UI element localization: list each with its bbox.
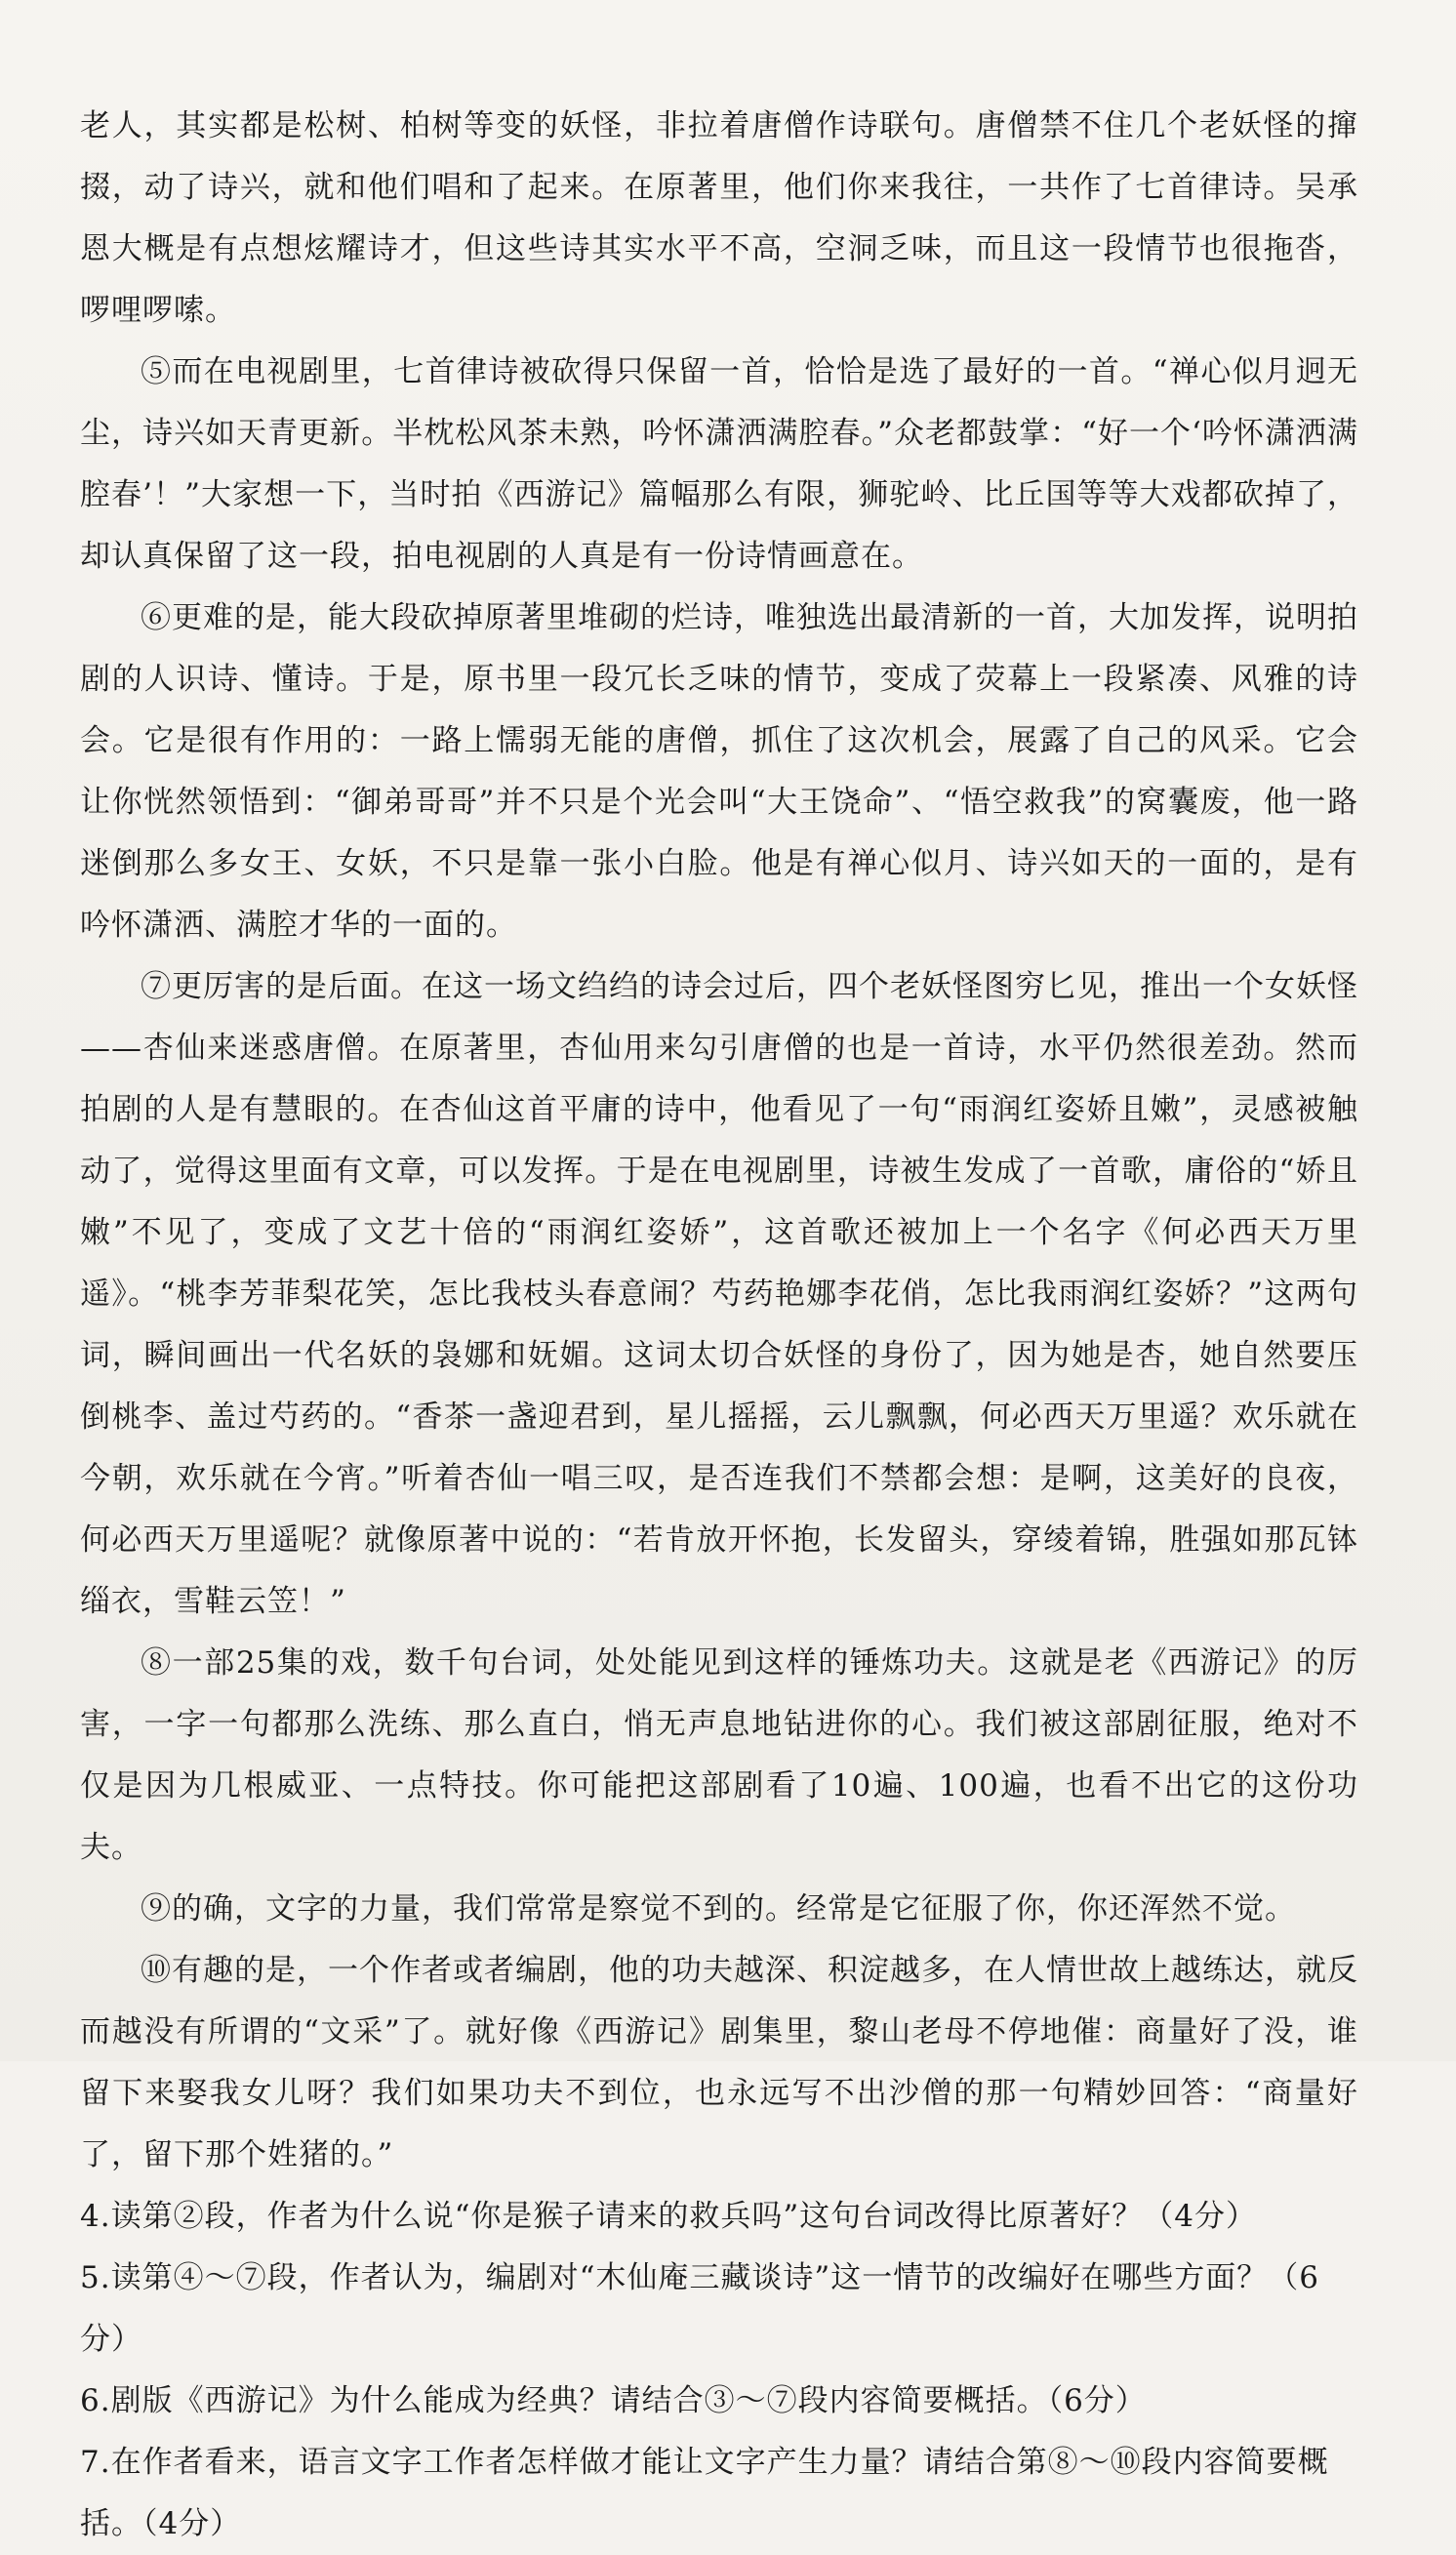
paragraph-8: ⑧一部25集的戏，数千句台词，处处能见到这样的锤炼功夫。这就是老《西游记》的厉害，一字一句都那么洗练、那么直白，悄无声息地钻进你的心。我们被这部剧征服，绝对不仅是因为几根威亚、一点特技。你可能把这部剧看了10遍、100遍，也看不出它的这份功夫。 — [80, 1645, 1358, 1865]
paragraph-10: ⑩有趣的是，一个作者或者编剧，他的功夫越深、积淀越多，在人情世故上越练达，就反而越没有所谓的“文采”了。就好像《西游记》剧集里，黎山老母不停地催：商量好了没，谁留下来娶我女儿呀？我们如果功夫不到位，也永远写不出沙僧的那一句精妙回答：“商量好了，留下那个姓猪的。” — [80, 1953, 1358, 2172]
question-6: 6.剧版《西游记》为什么能成为经典？请结合③～⑦段内容简要概括。（6分） — [80, 2383, 1147, 2418]
paragraph-6: ⑥更难的是，能大段砍掉原著里堆砌的烂诗，唯独选出最清新的一首，大加发挥，说明拍剧的人识诗、懂诗。于是，原书里一段冗长乏味的情节，变成了荧幕上一段紧凑、风雅的诗会。它是很有作用的：一路上懦弱无能的唐僧，抓住了这次机会，展露了自己的风采。它会让你恍然领悟到：“御弟哥哥”并不只是个光会叫“大王饶命”、“悟空救我”的窝囊废，他一路迷倒那么多女王、女妖，不只是靠一张小白脸。他是有禅心似月、诗兴如天的一面的，是有吟怀潇洒、满腔才华的一面的。 — [80, 600, 1358, 943]
question-7: 7.在作者看来，语言文字工作者怎样做才能让文字产生力量？请结合第⑧～⑩段内容简要概括。（4分） — [80, 2445, 1329, 2541]
paragraph-9: ⑨的确，文字的力量，我们常常是察觉不到的。经常是它征服了你，你还浑然不觉。 — [141, 1891, 1296, 1926]
paragraph-5: ⑤而在电视剧里，七首律诗被砍得只保留一首，恰恰是选了最好的一首。“禅心似月迥无尘，诗兴如天青更新。半枕松风茶未熟，吟怀潇洒满腔春。”众老都鼓掌：“好一个‘吟怀潇洒满腔春’！”大家想一下，当时拍《西游记》篇幅那么有限，狮驼岭、比丘国等等大戏都砍掉了，却认真保留了这一段，拍电视剧的人真是有一份诗情画意在。 — [80, 354, 1358, 574]
reading-passage — [80, 96, 1358, 2555]
question-4: 4.读第②段，作者为什么说“你是猴子请来的救兵吗”这句台词改得比原著好？（4分） — [80, 2199, 1257, 2234]
question-list — [80, 2186, 1358, 2555]
question-5: 5.读第④～⑦段，作者认为，编剧对“木仙庵三藏谈诗”这一情节的改编好在哪些方面？（6分） — [80, 2260, 1319, 2357]
paragraph-4-continued: 老人，其实都是松树、柏树等变的妖怪，非拉着唐僧作诗联句。唐僧禁不住几个老妖怪的撺掇，动了诗兴，就和他们唱和了起来。在原著里，他们你来我往，一共作了七首律诗。吴承恩大概是有点想炫耀诗才，但这些诗其实水平不高，空洞乏味，而且这一段情节也很拖沓，啰哩啰嗦。 — [80, 108, 1358, 328]
paragraph-7: ⑦更厉害的是后面。在这一场文绉绉的诗会过后，四个老妖怪图穷匕见，推出一个女妖怪——杏仙来迷惑唐僧。在原著里，杏仙用来勾引唐僧的也是一首诗，水平仍然很差劲。然而拍剧的人是有慧眼的。在杏仙这首平庸的诗中，他看见了一句“雨润红姿娇且嫩”，灵感被触动了，觉得这里面有文章，可以发挥。于是在电视剧里，诗被生发成了一首歌，庸俗的“娇且嫩”不见了，变成了文艺十倍的“雨润红姿娇”，这首歌还被加上一个名字《何必西天万里遥》。“桃李芳菲梨花笑，怎比我枝头春意闹？芍药艳娜李花俏，怎比我雨润红姿娇？”这两句词，瞬间画出一代名妖的袅娜和妩媚。这词太切合妖怪的身份了，因为她是杏，她自然要压倒桃李、盖过芍药的。“香茶一盏迎君到，星儿摇摇，云儿飘飘，何必西天万里遥？欢乐就在今朝，欢乐就在今宵。”听着杏仙一唱三叹，是否连我们不禁都会想：是啊，这美好的良夜，何必西天万里遥呢？就像原著中说的：“若肯放开怀抱，长发留头，穿绫着锦，胜强如那瓦钵缁衣，雪鞋云笠！” — [80, 969, 1358, 1619]
